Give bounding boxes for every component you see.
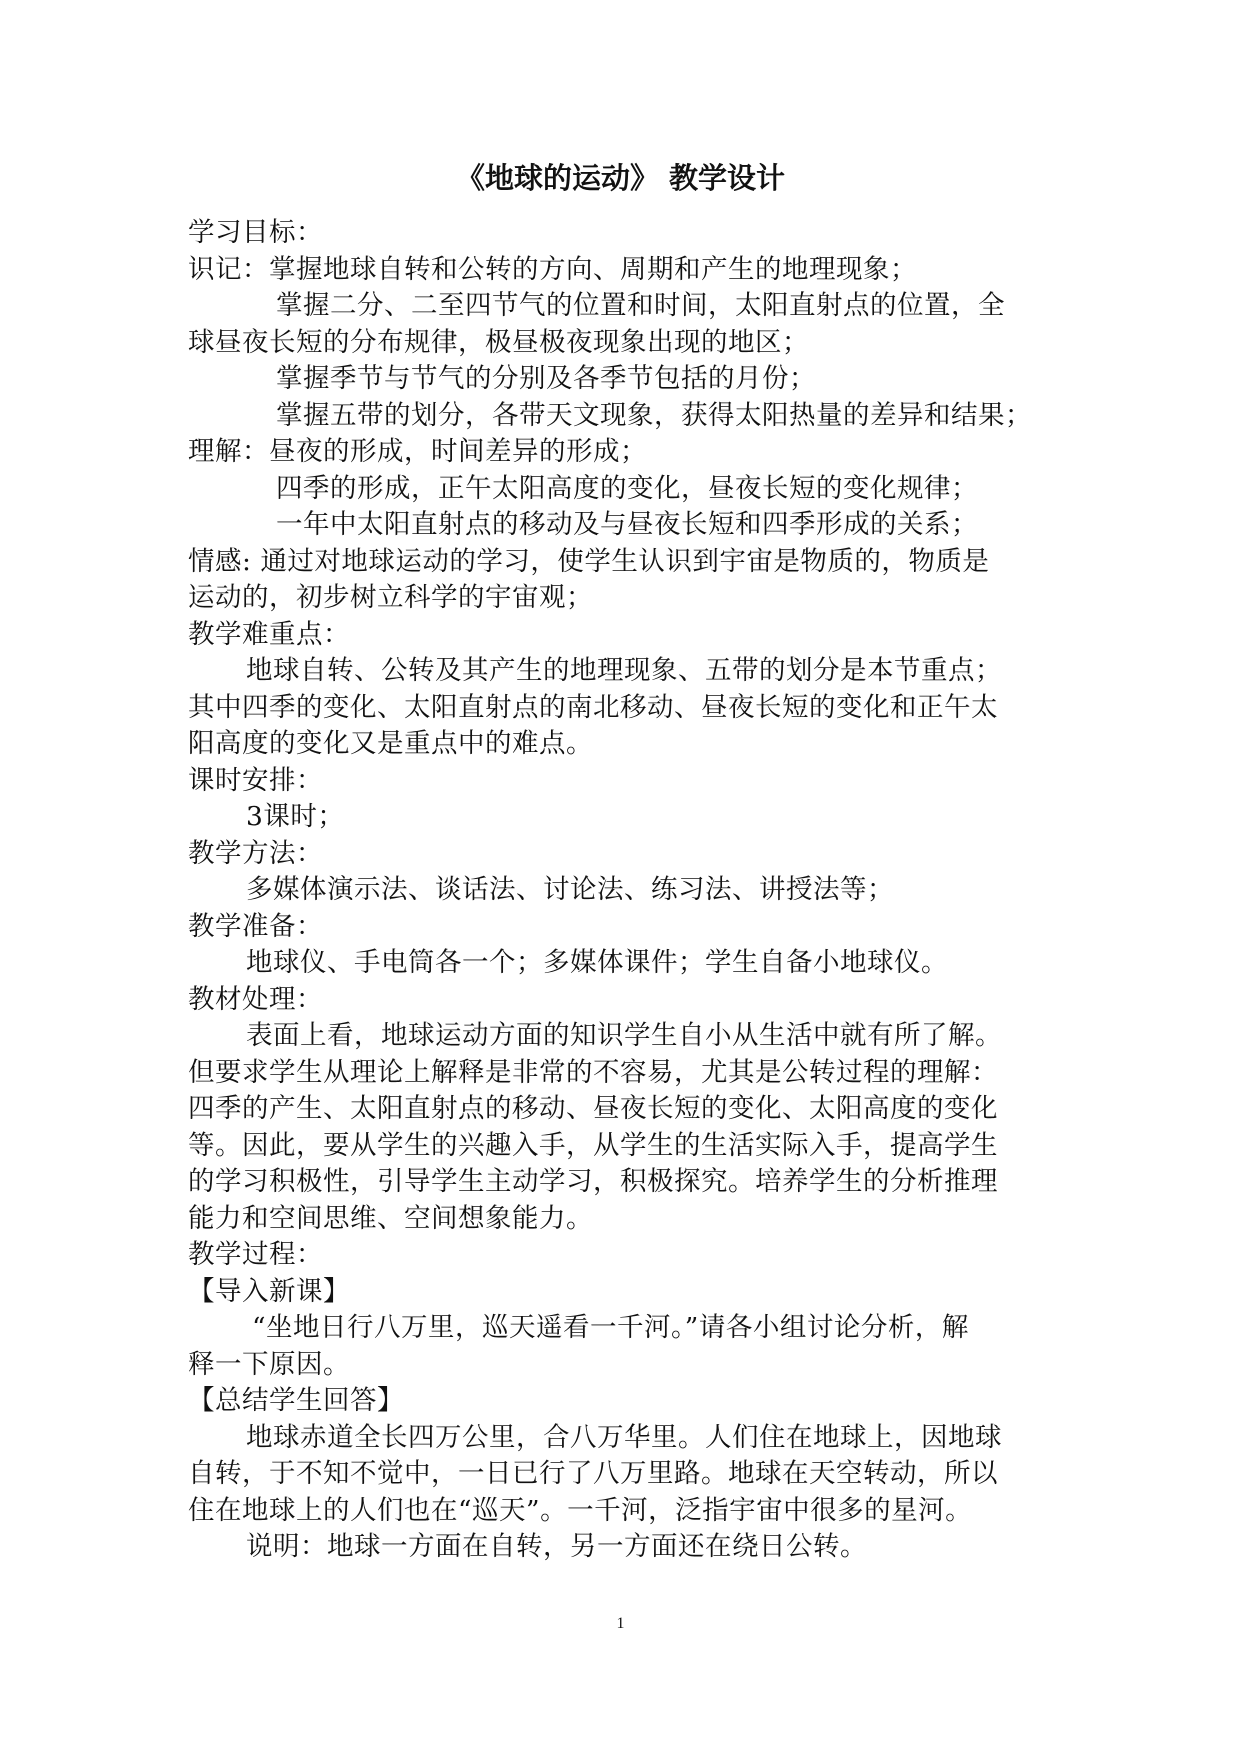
paragraph-line: 四季的形成，正午太阳高度的变化，昼夜长短的变化规律；: [276, 472, 978, 504]
paragraph-line: 掌握季节与节气的分别及各季节包括的月份；: [276, 363, 816, 394]
document-title: 《地球的运动》 教学设计: [455, 161, 786, 195]
paragraph-line: 但要求学生从理论上解释是非常的不容易，尤其是公转过程的理解：: [188, 1056, 998, 1088]
paragraph-line: 掌握五带的划分，各带天文现象，获得太阳热量的差异和结果；: [276, 399, 1032, 431]
paragraph-line: 情感: 通过对地球运动的学习，使学生认识到宇宙是物质的，物质是: [188, 545, 990, 577]
heading-teaching-process: 教学过程：: [188, 1239, 323, 1270]
paragraph-line: 表面上看，地球运动方面的知识学生自小从生活中就有所了解。: [246, 1020, 1002, 1051]
paragraph-line: 运动的，初步树立科学的宇宙观；: [188, 582, 593, 613]
section-label-introduction: 【导入新课】: [188, 1275, 350, 1307]
paragraph-line: 地球自转、公转及其产生的地理现象、五带的划分是本节重点；: [246, 655, 1002, 686]
document-body: [188, 215, 1078, 1566]
paragraph-line: 自转，于不知不觉中，一日已行了八万里路。地球在天空转动，所以: [188, 1458, 998, 1489]
paragraph-line: 的学习积极性，引导学生主动学习，积极探究。培养学生的分析推理: [188, 1166, 998, 1197]
paragraph-line: 能力和空间思维、空间想象能力。: [188, 1202, 593, 1234]
paragraph-line: “坐地日行八万里，巡天遥看一千河。”请各小组讨论分析，解: [252, 1312, 969, 1343]
paragraph-line: 掌握二分、二至四节气的位置和时间，太阳直射点的位置，全: [276, 290, 1005, 321]
heading-learning-goals: 学习目标：: [188, 217, 323, 248]
paragraph-line: 地球仪、手电筒各一个；多媒体课件；学生自备小地球仪。: [246, 947, 948, 978]
heading-schedule: 课时安排：: [188, 764, 323, 796]
paragraph-line: 其中四季的变化、太阳直射点的南北移动、昼夜长短的变化和正午太: [188, 691, 998, 723]
paragraph-line: 多媒体演示法、谈话法、讨论法、练习法、讲授法等；: [246, 874, 894, 905]
paragraph-line: 球昼夜长短的分布规律，极昼极夜现象出现的地区；: [188, 326, 809, 358]
paragraph-line: 地球赤道全长四万公里，合八万华里。人们住在地球上，因地球: [246, 1421, 1002, 1453]
paragraph-line: 识记：掌握地球自转和公转的方向、周期和产生的地理现象；: [188, 253, 917, 285]
heading-methods: 教学方法：: [188, 837, 323, 869]
paragraph-line: 住在地球上的人们也在“巡天”。一千河，泛指宇宙中很多的星河。: [188, 1494, 973, 1526]
paragraph-line: 一年中太阳直射点的移动及与昼夜长短和四季形成的关系；: [276, 509, 978, 540]
paragraph-line: 释一下原因。: [188, 1348, 350, 1380]
heading-key-difficulties: 教学难重点：: [188, 618, 350, 650]
page-number: 1: [616, 1615, 625, 1632]
paragraph-line: 说明：地球一方面在自转，另一方面还在绕日公转。: [246, 1531, 867, 1562]
paragraph-line: 3课时；: [246, 801, 345, 832]
heading-preparation: 教学准备：: [188, 910, 323, 942]
section-label-summary: 【总结学生回答】: [188, 1385, 404, 1416]
paragraph-line: 四季的产生、太阳直射点的移动、昼夜长短的变化、太阳高度的变化: [188, 1093, 998, 1124]
heading-material-handling: 教材处理：: [188, 983, 323, 1015]
paragraph-line: 等。因此，要从学生的兴趣入手，从学生的生活实际入手，提高学生: [188, 1129, 998, 1161]
paragraph-line: 阳高度的变化又是重点中的难点。: [188, 728, 593, 759]
paragraph-line: 理解：昼夜的形成，时间差异的形成；: [188, 436, 647, 467]
